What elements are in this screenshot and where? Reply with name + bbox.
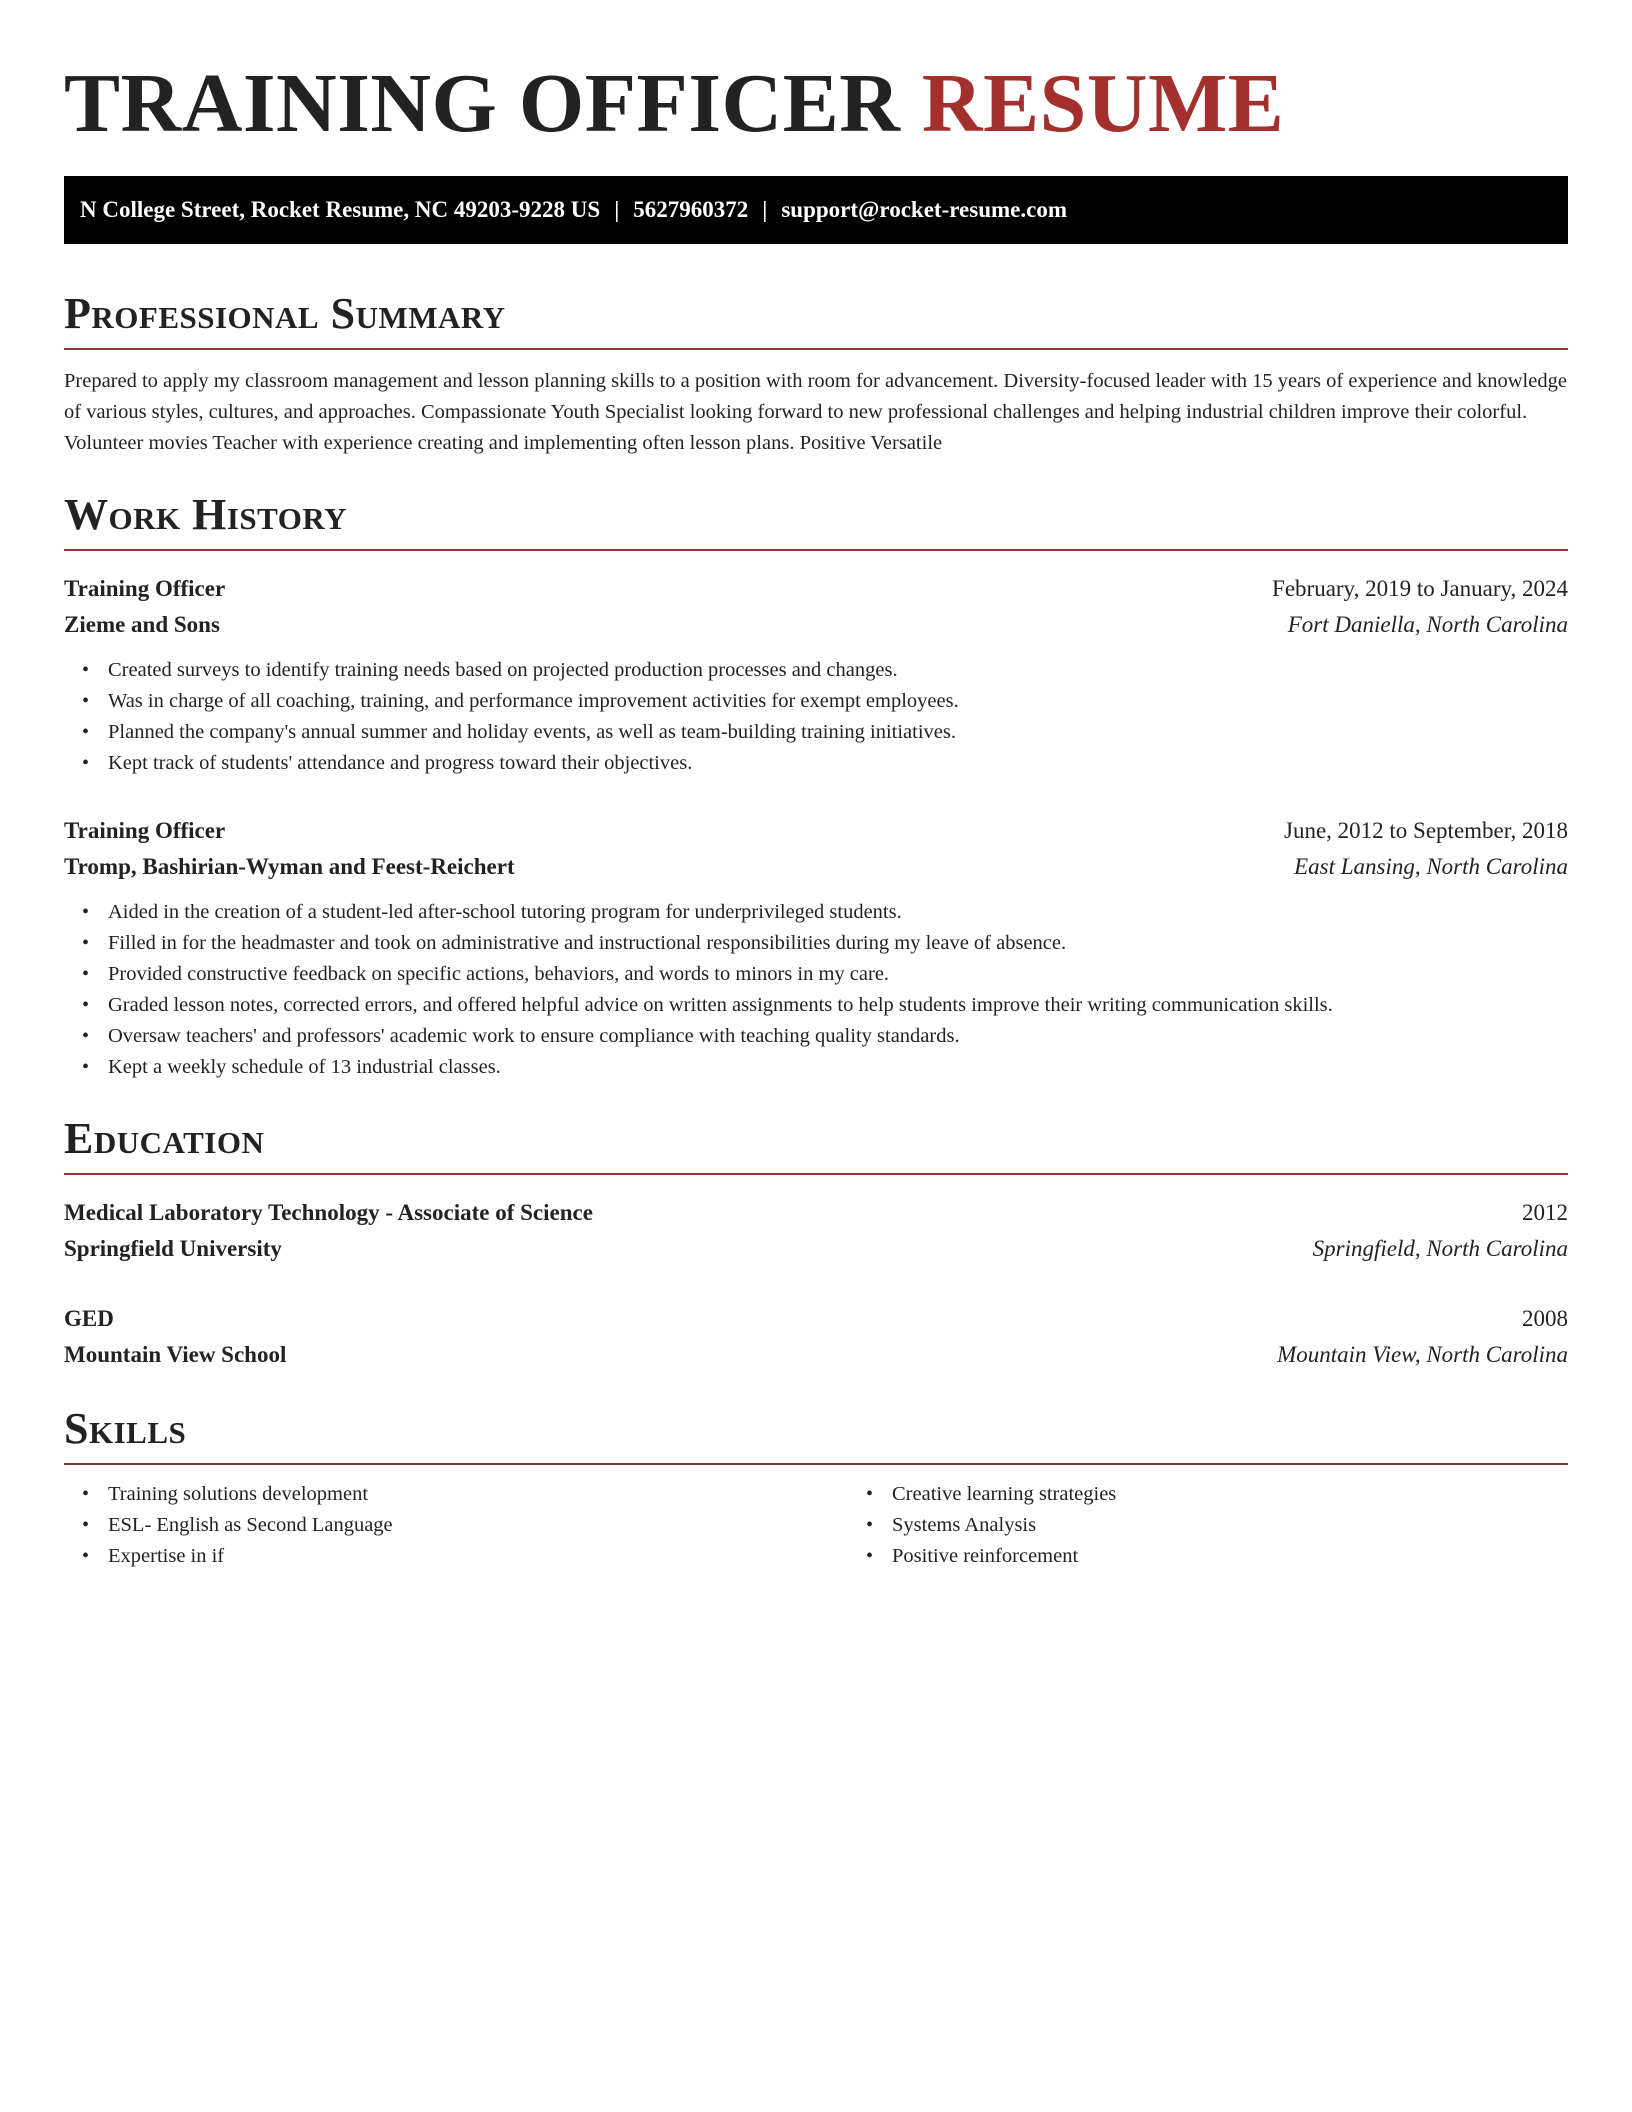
resume-title bbox=[64, 56, 1568, 152]
list-item: • Planned the company's annual summer and holiday events, as well as team-building training initiatives. bbox=[108, 717, 1568, 748]
education-degree-row bbox=[64, 1301, 1568, 1337]
list-item: • Oversaw teachers' and professors' academic work to ensure compliance with teaching quality standards. bbox=[108, 1021, 1568, 1052]
list-item: • Kept track of students' attendance and progress toward their objectives. bbox=[108, 748, 1568, 779]
contact-separator: | bbox=[762, 197, 768, 222]
list-item: • Positive reinforcement bbox=[892, 1541, 1632, 1572]
education-year: 2008 bbox=[1522, 1306, 1568, 1331]
education-school-row bbox=[64, 1231, 1568, 1267]
list-item: • Created surveys to identify training needs based on projected production processes and changes. bbox=[108, 655, 1568, 686]
list-item: • Aided in the creation of a student-led after-school tutoring program for underprivileged students. bbox=[108, 897, 1568, 928]
summary-heading: Professional Summary bbox=[64, 288, 1568, 350]
list-item: • Was in charge of all coaching, training, and performance improvement activities for exempt employees. bbox=[108, 686, 1568, 717]
job-dates: February, 2019 to January, 2024 bbox=[1272, 576, 1568, 601]
list-item: • Training solutions development bbox=[108, 1479, 848, 1510]
summary-section bbox=[64, 288, 1568, 459]
contact-separator: | bbox=[614, 197, 620, 222]
education-year: 2012 bbox=[1522, 1200, 1568, 1225]
job-location: Fort Daniella, North Carolina bbox=[1287, 612, 1568, 637]
list-item: • Kept a weekly schedule of 13 industrial classes. bbox=[108, 1052, 1568, 1083]
education-degree-row bbox=[64, 1195, 1568, 1231]
work-history-section bbox=[64, 489, 1568, 1083]
education-location: Mountain View, North Carolina bbox=[1277, 1342, 1568, 1367]
contact-address: N College Street, Rocket Resume, NC 49203-9228 US bbox=[80, 197, 601, 222]
job-title: Training Officer bbox=[64, 576, 226, 601]
list-item: • Filled in for the headmaster and took on administrative and instructional responsibilities during my leave of absence. bbox=[108, 928, 1568, 959]
education-school: Mountain View School bbox=[64, 1342, 287, 1367]
education-school-row bbox=[64, 1337, 1568, 1373]
education-section bbox=[64, 1113, 1568, 1373]
list-item: • Provided constructive feedback on specific actions, behaviors, and words to minors in my care. bbox=[108, 959, 1568, 990]
education-degree: Medical Laboratory Technology - Associate of Science bbox=[64, 1200, 593, 1225]
education-degree: GED bbox=[64, 1306, 114, 1331]
skills-left-list bbox=[64, 1479, 848, 1572]
list-item: • Creative learning strategies bbox=[892, 1479, 1632, 1510]
list-item: • Systems Analysis bbox=[892, 1510, 1632, 1541]
job-entry bbox=[64, 571, 1568, 779]
skills-heading: Skills bbox=[64, 1403, 1568, 1465]
skills-right-list bbox=[848, 1479, 1632, 1572]
job-dates: June, 2012 to September, 2018 bbox=[1284, 818, 1568, 843]
list-item: • Expertise in if bbox=[108, 1541, 848, 1572]
education-location: Springfield, North Carolina bbox=[1312, 1236, 1568, 1261]
contact-email: support@rocket-resume.com bbox=[781, 197, 1067, 222]
job-location: East Lansing, North Carolina bbox=[1294, 854, 1568, 879]
job-company-row bbox=[64, 849, 1568, 885]
job-entry bbox=[64, 813, 1568, 1083]
work-history-heading: Work History bbox=[64, 489, 1568, 551]
title-accent: RESUME bbox=[921, 57, 1285, 150]
skills-section bbox=[64, 1403, 1568, 1572]
list-item: • ESL- English as Second Language bbox=[108, 1510, 848, 1541]
education-entry bbox=[64, 1301, 1568, 1373]
summary-text: Prepared to apply my classroom management and lesson planning skills to a position with room for advancement. Diversity-focused leader with 15 years of experience and knowledge of various styles, cultures, and approaches. Compassionate Youth Specialist looking forward to new professional challenges and helping industrial children improve their colorful. Volunteer movies Teacher with experience creating and implementing often lesson plans. Positive Versatile bbox=[64, 370, 1567, 454]
education-heading: Education bbox=[64, 1113, 1568, 1175]
job-company-row bbox=[64, 607, 1568, 643]
title-main: TRAINING OFFICER bbox=[64, 57, 901, 150]
job-header-row bbox=[64, 571, 1568, 607]
list-item: • Graded lesson notes, corrected errors, and offered helpful advice on written assignments to help students improve their writing communication skills. bbox=[108, 990, 1568, 1021]
skills-columns bbox=[64, 1479, 1568, 1572]
job-header-row bbox=[64, 813, 1568, 849]
contact-phone: 5627960372 bbox=[633, 197, 749, 222]
job-company: Zieme and Sons bbox=[64, 612, 220, 637]
contact-bar bbox=[64, 176, 1568, 244]
job-title: Training Officer bbox=[64, 818, 226, 843]
job-bullets bbox=[64, 897, 1568, 1083]
job-company: Tromp, Bashirian-Wyman and Feest-Reichert bbox=[64, 854, 515, 879]
education-school: Springfield University bbox=[64, 1236, 282, 1261]
job-bullets bbox=[64, 655, 1568, 779]
education-entry bbox=[64, 1195, 1568, 1267]
